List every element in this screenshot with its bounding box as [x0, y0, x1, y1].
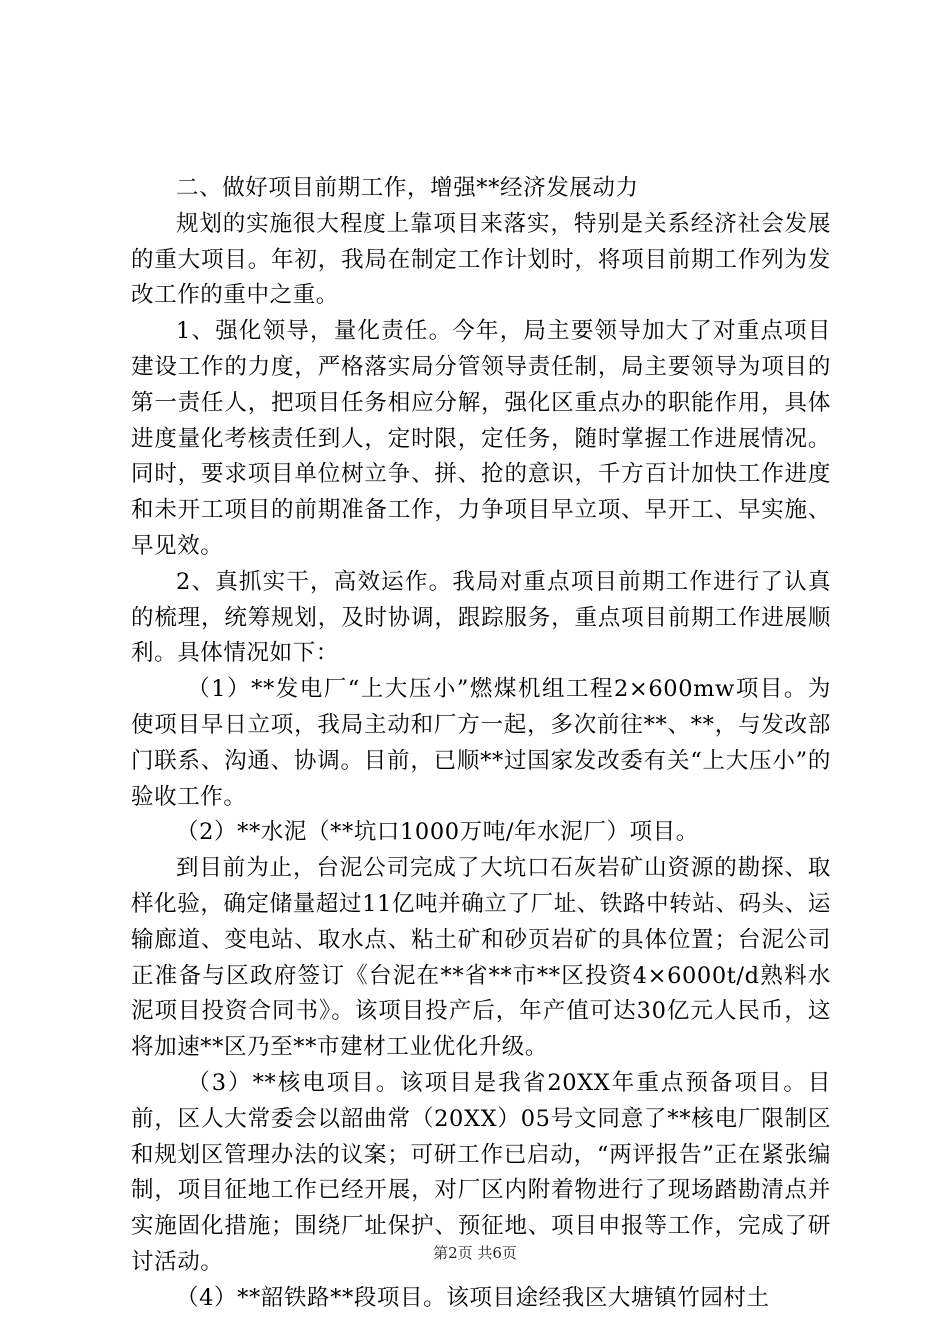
paragraph-project-2: （2）**水泥（**坑口1000万吨/年水泥厂）项目。 — [176, 819, 699, 846]
page-number-label: 第2页 共6页 — [433, 1244, 517, 1262]
paragraph-item-1: 1、强化领导，量化责任。今年，局主要领导加大了对重点项目建设工作的力度，严格落实局分管领导责任制，局主要领导为项目的第一责任人，把项目任务相应分解，强化区重点办的职能作用，具体进度量化考核责任到人，定时限，定任务，随时掌握工作进展情况。同时，要求项目单位树立争、拼、抢的意识，千方百计加快工作进度和未开工项目的前期准备工作，力争项目早立项、早开工、早实施、早见效。 — [131, 318, 831, 559]
paragraph-project-3: （3）**核电项目。该项目是我省20XX年重点预备项目。目前，区人大常委会以韶曲常（20XX）05号文同意了**核电厂限制区和规划区管理办法的议案；可研工作已启动，“两评报告”正在紧张编制，项目征地工作已经开展，对厂区内附着物进行了现场踏勘清点并实施固化措施；围绕厂址保护、预征地、项目申报等工作，完成了研讨活动。 — [131, 1069, 831, 1275]
section-heading: 二、做好项目前期工作，增强**经济发展动力 — [176, 175, 639, 201]
document-body — [131, 171, 831, 1317]
page-footer — [0, 1243, 950, 1263]
paragraph-intro: 规划的实施很大程度上靠项目来落实，特别是关系经济社会发展的重大项目。年初，我局在制定工作计划时，将项目前期工作列为发改工作的重中之重。 — [131, 210, 831, 309]
paragraph-project-1: （1）**发电厂“上大压小”燃煤机组工程2×600mw项目。为使项目早日立项，我局主动和厂方一起，多次前往**、**，与发改部门联系、沟通、协调。目前，已顺**过国家发改委有关“上大压小”的验收工作。 — [131, 676, 831, 810]
paragraph-item-2: 2、真抓实干，高效运作。我局对重点项目前期工作进行了认真的梳理，统筹规划，及时协调，跟踪服务，重点项目前期工作进展顺利。具体情况如下： — [131, 568, 831, 667]
paragraph-project-4: （4）**韶铁路**段项目。该项目途经我区大塘镇竹园村土 — [176, 1284, 770, 1311]
paragraph-project-2-detail: 到目前为止，台泥公司完成了大坑口石灰岩矿山资源的勘探、取样化验，确定储量超过11亿吨并确立了厂址、铁路中转站、码头、运输廊道、变电站、取水点、粘土矿和砂页岩矿的具体位置；台泥公司正准备与区政府签订《台泥在**省**市**区投资4×6000t/d熟料水泥项目投资合同书》。该项目投产后，年产值可达30亿元人民币，这将加速**区乃至**市建材工业优化升级。 — [131, 855, 831, 1061]
